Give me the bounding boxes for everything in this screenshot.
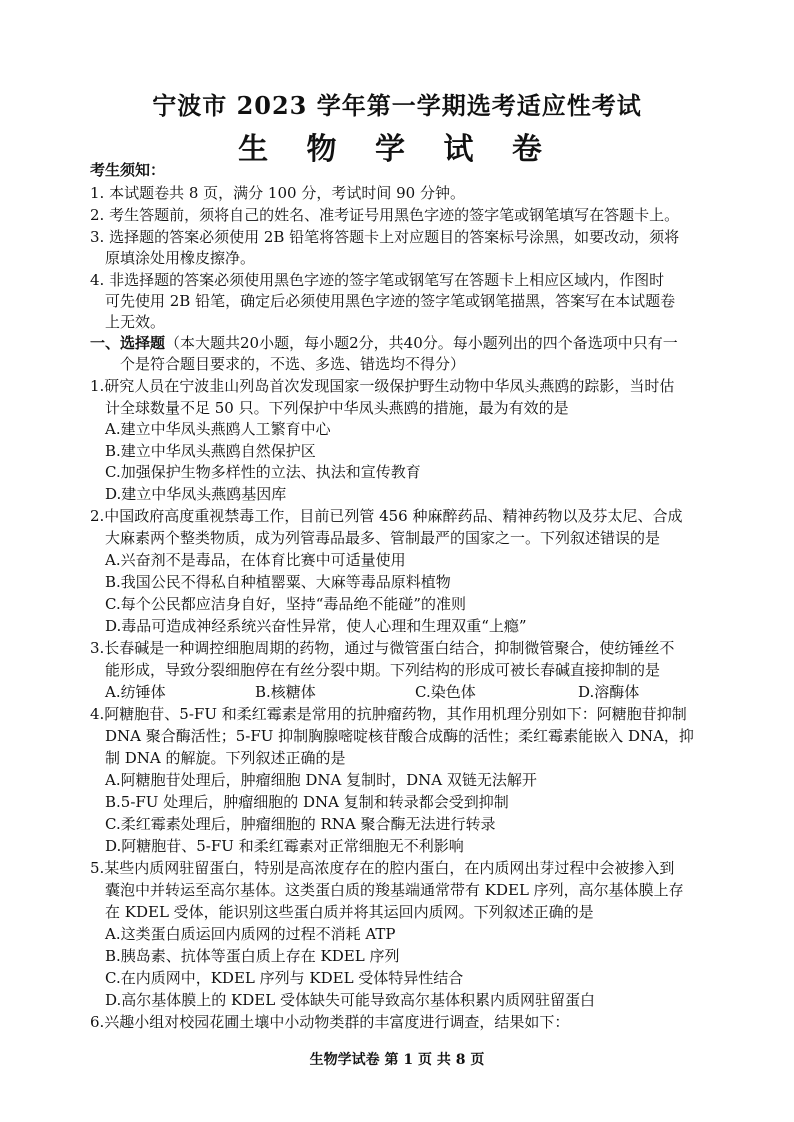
section-header bbox=[90, 333, 678, 353]
notice-heading: 考生须知： bbox=[90, 161, 166, 179]
question-3-option-c: C.染色体 bbox=[415, 683, 476, 701]
question-3-option-a: A.纺锤体 bbox=[105, 683, 166, 701]
question-1-option-d: D.建立中华凤头燕鸥基因库 bbox=[105, 485, 287, 503]
question-4-option-c: C.柔红霉素处理后，肿瘤细胞的 RNA 聚合酶无法进行转录 bbox=[105, 815, 496, 833]
notice-item: 2. 考生答题前，须将自己的姓名、准考证号用黑色字迹的签字笔或钢笔填写在答题卡上。 bbox=[90, 206, 680, 224]
section-desc: （本大题共20小题，每小题2分，共40分。每小题列出的四个备选项中只有一 bbox=[165, 334, 678, 352]
question-2-option-d: D.毒品可造成神经系统兴奋性异常，使人心理和生理双重“上瘾” bbox=[105, 617, 527, 635]
question-4-option-b: B.5-FU 处理后，肿瘤细胞的 DNA 复制和转录都会受到抑制 bbox=[105, 793, 509, 811]
question-3-option-b: B.核糖体 bbox=[255, 683, 316, 701]
question-6-stem: 6.兴趣小组对校园花圃土壤中小动物类群的丰富度进行调查，结果如下： bbox=[90, 1013, 570, 1031]
section-label: 一、选择题 bbox=[90, 334, 166, 352]
section-desc-continued: 个是符合题目要求的，不选、多选、错选均不得分） bbox=[120, 355, 466, 373]
question-5-stem: 5.某些内质网驻留蛋白，特别是高浓度存在的腔内蛋白，在内质网出芽过程中会被掺入到 bbox=[90, 859, 675, 877]
question-1-stem: 1.研究人员在宁波韭山列岛首次发现国家一级保护野生动物中华凤头燕鸥的踪影，当时估 bbox=[90, 377, 675, 395]
question-3-stem: 能形成，导致分裂细胞停在有丝分裂中期。下列结构的形成可被长春碱直接抑制的是 bbox=[105, 661, 661, 679]
question-5-stem: 在 KDEL 受体，能识别这些蛋白质并将其运回内质网。下列叙述正确的是 bbox=[105, 903, 594, 921]
question-2-stem: 大麻素两个整类物质，成为列管毒品最多、管制最严的国家之一。下列叙述错误的是 bbox=[105, 529, 661, 547]
question-1-option-c: C.加强保护生物多样性的立法、执法和宣传教育 bbox=[105, 463, 421, 481]
question-3-stem: 3.长春碱是一种调控细胞周期的药物，通过与微管蛋白结合，抑制微管聚合，使纺锤丝不 bbox=[90, 639, 675, 657]
question-4-stem: 制 DNA 的解旋。下列叙述正确的是 bbox=[105, 749, 346, 767]
question-4-option-a: A.阿糖胞苷处理后，肿瘤细胞 DNA 复制时，DNA 双链无法解开 bbox=[105, 771, 537, 789]
notice-item-continued: 原填涂处用橡皮擦净。 bbox=[105, 249, 256, 267]
question-2-option-b: B.我国公民不得私自种植罂粟、大麻等毒品原料植物 bbox=[105, 573, 451, 591]
question-5-option-a: A.这类蛋白质运回内质网的过程不消耗 ATP bbox=[105, 925, 396, 943]
notice-item: 1. 本试题卷共 8 页，满分 100 分，考试时间 90 分钟。 bbox=[90, 184, 465, 202]
question-4-stem: 4.阿糖胞苷、5-FU 和柔红霉素是常用的抗肿瘤药物，其作用机理分别如下：阿糖胞苷抑制 bbox=[90, 705, 687, 723]
exam-subtitle: 生 物 学 试 卷 bbox=[238, 132, 556, 167]
question-5-option-b: B.胰岛素、抗体等蛋白质上存在 KDEL 序列 bbox=[105, 947, 400, 965]
notice-item: 3. 选择题的答案必须使用 2B 铅笔将答题卡上对应题目的答案标号涂黑，如要改动，须将 bbox=[90, 228, 680, 246]
question-5-option-c: C.在内质网中，KDEL 序列与 KDEL 受体特异性结合 bbox=[105, 969, 464, 987]
notice-item-continued: 可先使用 2B 铅笔，确定后必须使用黑色字迹的签字笔或钢笔描黑，答案写在本试题卷 bbox=[105, 292, 676, 310]
question-5-option-d: D.高尔基体膜上的 KDEL 受体缺失可能导致高尔基体积累内质网驻留蛋白 bbox=[105, 991, 595, 1009]
exam-title: 宁波市 2023 学年第一学期选考适应性考试 bbox=[152, 91, 642, 120]
notice-item-continued: 上无效。 bbox=[105, 313, 166, 331]
question-2-option-a: A.兴奋剂不是毒品，在体育比赛中可适量使用 bbox=[105, 551, 406, 569]
question-4-option-d: D.阿糖胞苷、5-FU 和柔红霉素对正常细胞无不利影响 bbox=[105, 837, 464, 855]
question-3-option-d: D.溶酶体 bbox=[578, 683, 640, 701]
question-5-stem: 囊泡中并转运至高尔基体。这类蛋白质的羧基端通常带有 KDEL 序列，高尔基体膜上存 bbox=[105, 881, 684, 899]
question-1-option-b: B.建立中华凤头燕鸥自然保护区 bbox=[105, 442, 316, 460]
question-1-option-a: A.建立中华凤头燕鸥人工繁育中心 bbox=[105, 420, 331, 438]
question-2-option-c: C.每个公民都应洁身自好，坚持“毒品绝不能碰”的准则 bbox=[105, 595, 467, 613]
notice-item: 4. 非选择题的答案必须使用黑色字迹的签字笔或钢笔写在答题卡上相应区域内，作图时 bbox=[90, 271, 665, 289]
question-4-stem: DNA 聚合酶活性；5-FU 抑制胸腺嘧啶核苷酸合成酶的活性；柔红霉素能嵌入 DNA，抑 bbox=[105, 727, 694, 745]
question-1-stem: 计全球数量不足 50 只。下列保护中华凤头燕鸥的措施，最为有效的是 bbox=[105, 399, 569, 417]
question-2-stem: 2.中国政府高度重视禁毒工作，目前已列管 456 种麻醉药品、精神药物以及芬太尼、合成 bbox=[90, 507, 683, 525]
page-footer: 生物学试卷 第 1 页 共 8 页 bbox=[309, 1052, 485, 1068]
